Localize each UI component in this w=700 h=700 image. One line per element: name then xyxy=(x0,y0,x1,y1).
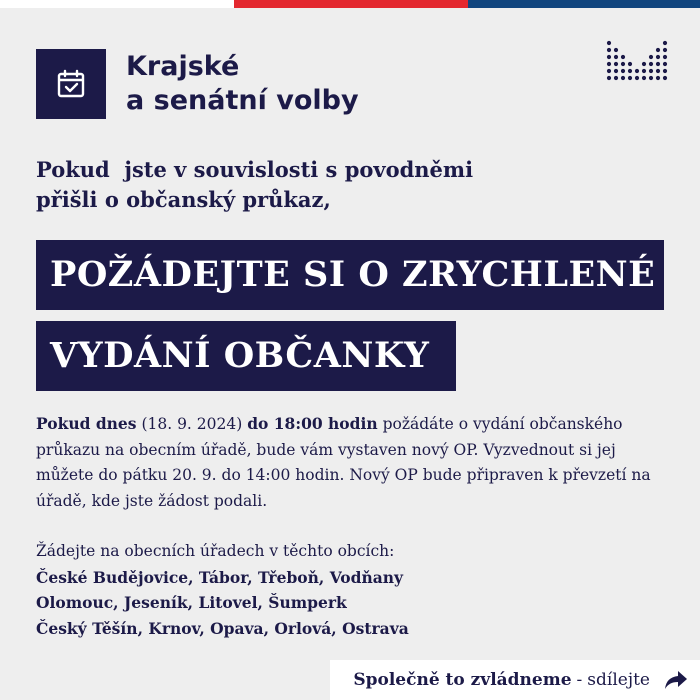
flag-stripe-blue xyxy=(468,0,700,8)
intro-line-1: Pokud jste v souvislosti s povodněmi xyxy=(36,157,474,182)
flag-stripe-red xyxy=(234,0,468,8)
cities-row: České Budějovice, Tábor, Třeboň, Vodňany xyxy=(36,567,404,587)
dotted-m-logo-icon xyxy=(606,34,670,86)
footer-slogan: Společně to zvládneme xyxy=(353,670,572,690)
cities-row: Český Těšín, Krnov, Opava, Orlová, Ostrava xyxy=(36,618,409,638)
intro-line-2: přišli o občanský průkaz, xyxy=(36,187,331,212)
body-text-1: (18. 9. 2024) xyxy=(136,415,248,433)
cities-block xyxy=(36,539,676,641)
share-footer[interactable] xyxy=(330,660,700,700)
cities-lead: Žádejte na obecních úřadech v těchto obcích: xyxy=(36,542,395,560)
body-text-2: požádáte o vydání občanského průkazu na obecním úřadě, bude vám vystaven nový OP. Vyzvednout si jej můžete do pátku 20. 9. do 14:00 hodin. Nový OP bude připraven k převzetí na úřadě, kde jste žádost podali. xyxy=(36,415,651,510)
body-bold-2: do 18:00 hodin xyxy=(247,414,378,433)
share-arrow-icon[interactable] xyxy=(664,670,688,690)
body-bold-1: Pokud dnes xyxy=(36,414,137,433)
headline-line-2: VYDÁNÍ OBČANKY xyxy=(36,321,456,391)
flag-stripe-white xyxy=(0,0,234,8)
footer-separator: - xyxy=(576,670,583,690)
title-line-1: Krajské xyxy=(126,51,240,82)
share-label[interactable]: sdílejte xyxy=(587,670,650,690)
calendar-check-icon xyxy=(36,49,106,119)
headline-line-1: POŽÁDEJTE SI O ZRYCHLENÉ xyxy=(36,240,664,310)
page-title xyxy=(126,50,359,118)
body-paragraph xyxy=(36,411,676,514)
title-line-2: a senátní volby xyxy=(126,85,359,116)
cities-row: Olomouc, Jeseník, Litovel, Šumperk xyxy=(36,593,347,612)
intro-text xyxy=(36,155,473,215)
